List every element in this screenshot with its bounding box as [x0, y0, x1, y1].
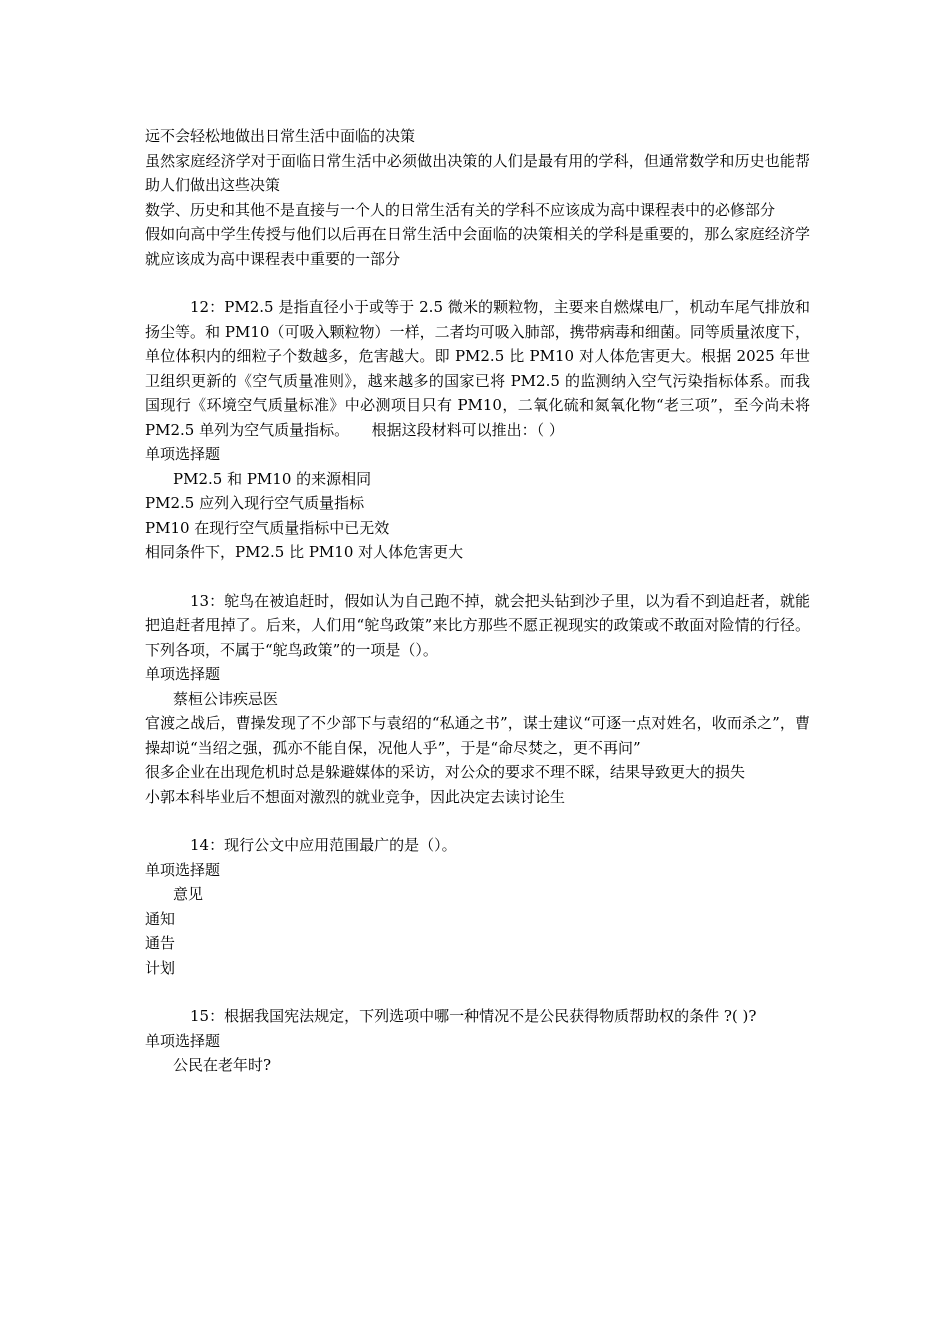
- document-page: [145, 124, 810, 1078]
- question-type: 单项选择题: [145, 1031, 221, 1050]
- question-title: 15：根据我国宪法规定，下列选项中哪一种情况不是公民获得物质帮助权的条件 ?( )?: [190, 1007, 757, 1025]
- option-text: PM10 在现行空气质量指标中已无效: [145, 518, 390, 537]
- option-text: 公民在老年时?: [173, 1056, 272, 1074]
- question-title: 14：现行公文中应用范围最广的是（）。: [190, 836, 457, 854]
- option-text: 很多企业在出现危机时总是躲避媒体的采访，对公众的要求不理不睬，结果导致更大的损失: [145, 763, 746, 781]
- question-type: 单项选择题: [145, 445, 221, 463]
- question-15: [145, 1004, 810, 1078]
- option-text: 意见: [173, 885, 204, 903]
- option-text: 官渡之战后，曹操发现了不少部下与袁绍的“私通之书”，谋士建议“可逐一点对姓名，收而杀之”，曹操却说“当绍之强，孤亦不能自保，况他人乎”，于是“命尽焚之，更不再问”: [145, 714, 810, 757]
- option-text: 远不会轻松地做出日常生活中面临的决策: [145, 127, 416, 145]
- option-text: 小郭本科毕业后不想面对激烈的就业竞争，因此决定去读讨论生: [145, 787, 566, 806]
- option-text: PM2.5 和 PM10 的来源相同: [173, 469, 372, 488]
- previous-question-options: [145, 124, 810, 271]
- question-title: 13：鸵鸟在被追赶时，假如认为自己跑不掉，就会把头钻到沙子里，以为看不到追赶者，就能把追赶者甩掉了。后来，人们用“鸵鸟政策”来比方那些不愿正视现实的政策或不敢面对险情的行径。下列各项，不属于“鸵鸟政策”的一项是（）。: [145, 591, 810, 659]
- option-text: 通告: [145, 934, 176, 952]
- question-title: 12：PM2.5 是指直径小于或等于 2.5 微米的颗粒物，主要来自燃煤电厂，机动车尾气排放和扬尘等。和 PM10（可吸入颗粒物）一样，二者均可吸入肺部，携带病毒和细菌。同等质量浓度下，单位体积内的细粒子个数越多，危害越大。即 PM2.5 比 PM10 对人体危害更大。根据 2025 年世卫组织更新的《空气质量准则》，越来越多的国家已将 PM2.5 的监测纳入空气污染指标体系。而我国现行《环境空气质量标准》中必测项目只有 PM10，二氧化硫和氮氧化物“老三项”，至今尚未将 PM2.5 单列为空气质量指标。 根据这段材料可以推出：（ ）: [145, 298, 810, 439]
- option-text: 虽然家庭经济学对于面临日常生活中必须做出决策的人们是最有用的学科，但通常数学和历史也能帮助人们做出这些决策: [145, 151, 810, 194]
- option-text: 假如向高中学生传授与他们以后再在日常生活中会面临的决策相关的学科是重要的，那么家庭经济学就应该成为高中课程表中重要的一部分: [145, 225, 810, 268]
- option-text: 计划: [145, 958, 176, 977]
- option-text: 数学、历史和其他不是直接与一个人的日常生活有关的学科不应该成为高中课程表中的必修部分: [145, 200, 776, 219]
- option-text: 蔡桓公讳疾忌医: [173, 689, 279, 708]
- question-type: 单项选择题: [145, 860, 221, 879]
- option-text: 相同条件下，PM2.5 比 PM10 对人体危害更大: [145, 543, 464, 561]
- option-text: PM2.5 应列入现行空气质量指标: [145, 494, 365, 512]
- question-14: [145, 833, 810, 980]
- question-13: [145, 589, 810, 810]
- question-12: [145, 295, 810, 565]
- question-type: 单项选择题: [145, 665, 221, 683]
- option-text: 通知: [145, 909, 176, 928]
